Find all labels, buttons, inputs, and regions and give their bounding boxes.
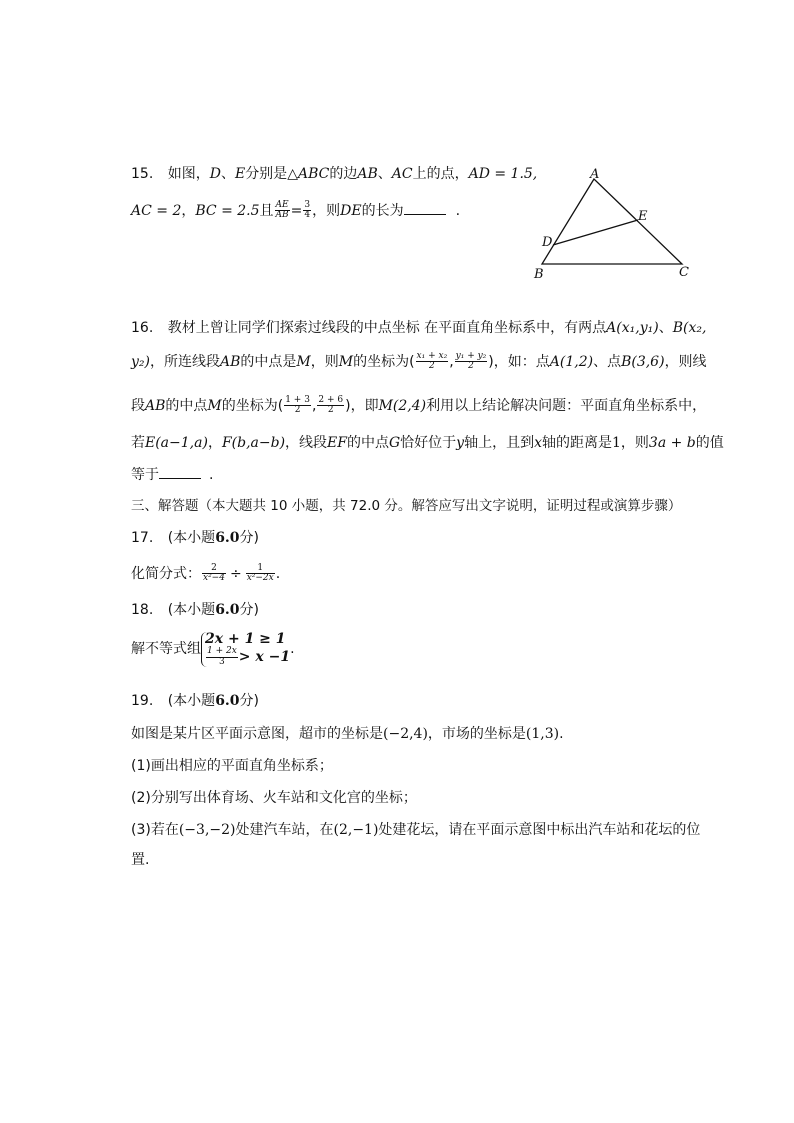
triangle-abc (542, 179, 682, 264)
q16-fraction-26: $\frac{2 + 6}{2}$ (318, 395, 344, 416)
q17-number: 17. (131, 530, 154, 546)
label-a: A (590, 167, 600, 182)
q19-part-2: (2)分别写出体育场、火车站和文化宫的坐标； (131, 790, 417, 806)
q18-body: 解不等式组 2x + 1 ≥ 1 $\frac{1 + 2x}{3}$ > x −1 . (131, 631, 295, 667)
q17-body: 化简分式： $\frac{2}{\text{x²−4}}$ ÷ $\frac{1}{\text{x²−2x}}$ . (131, 563, 281, 584)
segment-de (553, 220, 638, 245)
label-e: E (638, 209, 648, 224)
label-c: C (679, 265, 689, 280)
q17-fraction-1: $\frac{2}{\text{x²−4}}$ (203, 563, 225, 584)
q15-fraction-3-4: $\frac{3}{4}$ (304, 200, 311, 221)
inequality-system (201, 632, 290, 667)
q18-number: 18. (131, 602, 154, 618)
q19-part-3: (3)若在(−3,−2)处建汽车站，在(2,−1)处建花坛，请在平面示意图中标出汽车站和花坛的位 (131, 822, 701, 838)
inequality-row-2: $\frac{1 + 2x}{3}$ > x −1 (207, 646, 291, 667)
q16-line4: 若E(a−1,a)，F(b,a−b)，线段EF的中点G恰好位于y轴上，且到x轴的距离是1，则3a + b的值 (131, 435, 724, 451)
q15-fraction-ae-ab: $\frac{AE}{AB}$ (275, 200, 289, 221)
q18-header: 18. (本小题6.0分) (131, 602, 260, 618)
q15-line1: 15. 如图，D、E分别是△ABC的边AB、AC上的点，AD = 1.5, (131, 166, 538, 182)
q16-fraction-y: $\frac{\text{y₁ + y₂}}{2}$ (455, 351, 487, 372)
q16-fraction-x: $\frac{\text{x₁ + x₂}}{2}$ (416, 351, 448, 372)
q17-header: 17. (本小题6.0分) (131, 530, 260, 546)
q19-part-1: (1)画出相应的平面直角坐标系； (131, 758, 333, 774)
q19-part-3-cont: 置. (131, 852, 150, 868)
label-b: B (534, 267, 544, 282)
q16-line1: 16. 教材上曾让同学们探索过线段的中点坐标 在平面直角坐标系中，有两点A(x₁,y₁)、B(x₂, (131, 320, 707, 336)
answer-blank (404, 214, 446, 215)
q16-number: 16. (131, 320, 154, 336)
q19-intro: 如图是某片区平面示意图，超市的坐标是(−2,4)，市场的坐标是(1,3). (131, 726, 564, 742)
label-d: D (542, 235, 553, 250)
q17-fraction-2: $\frac{1}{\text{x²−2x}}$ (246, 563, 274, 584)
answer-blank (159, 478, 201, 479)
triangle-figure (528, 162, 708, 292)
inequality-row-1: 2x + 1 ≥ 1 (205, 631, 286, 647)
q15-line2: AC = 2，BC = 2.5且 $\frac{AE}{AB}$ = $\frac{3}{4}$ ，则DE的长为 . (131, 200, 461, 221)
q16-fraction-13: $\frac{1 + 3}{2}$ (285, 395, 310, 416)
q16-line5: 等于 . (131, 467, 214, 483)
q15-number: 15. (131, 166, 154, 182)
q16-line3: 段AB的中点M的坐标为( $\frac{1 + 3}{2}$ , $\frac{2 + 6}{2}$ )，即M(2,4)利用以上结论解决问题：平面直角坐标系中， (131, 395, 707, 416)
q19-header: 19. (本小题6.0分) (131, 693, 260, 709)
q16-line2: y₂)，所连线段AB的中点是M，则M的坐标为( $\frac{\text{x₁ + x₂}}{2}$ , $\frac{\text{y₁ + y₂}}{2}$ )，如：点A(1,2)、点B(3,6)，则线 (131, 351, 707, 372)
q19-number: 19. (131, 693, 154, 709)
section-3-heading: 三、解答题（本大题共 10 小题，共 72.0 分。解答应写出文字说明，证明过程或演算步骤） (131, 498, 682, 514)
